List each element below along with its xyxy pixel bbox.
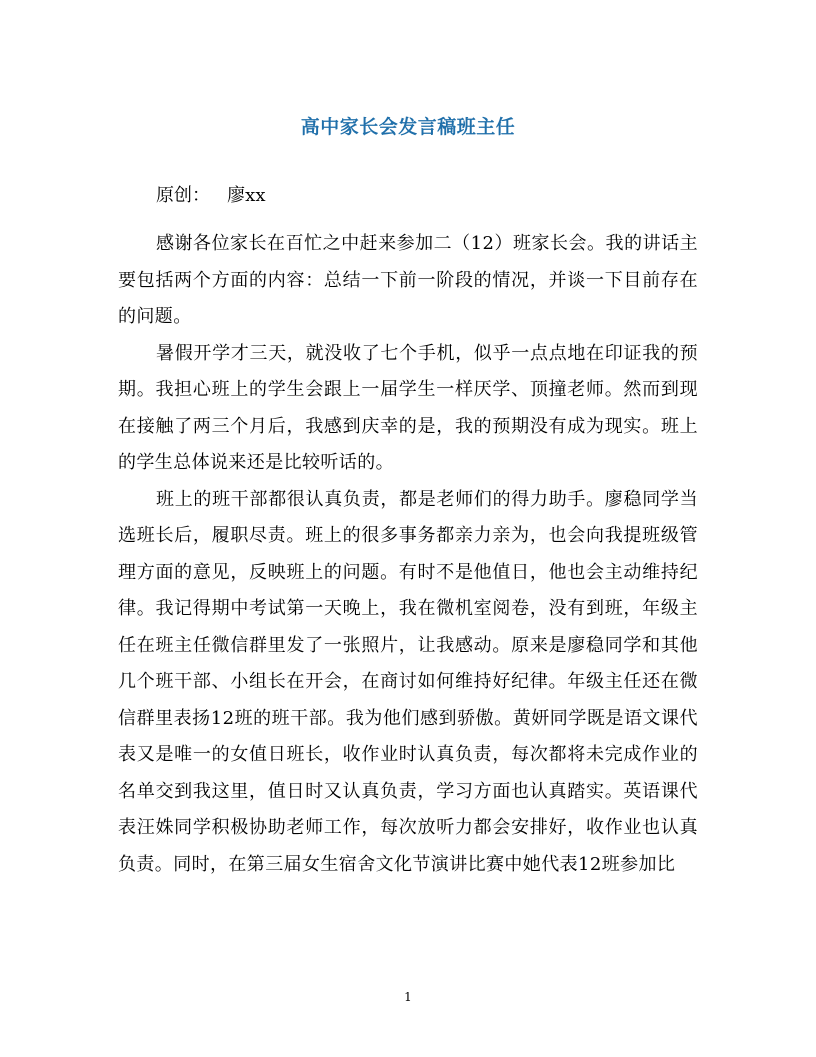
author-line: 原创： 廖xx bbox=[156, 185, 266, 206]
paragraph: 班上的班干部都很认真负责，都是老师们的得力助手。廖稳同学当选班长后，履职尽责。班上的很多事务都亲力亲为，也会向我提班级管理方面的意见，反映班上的问题。有时不是他值日，他也会主动维持纪律。我记得期中考试第一天晚上，我在微机室阅卷，没有到班，年级主任在班主任微信群里发了一张照片，让我感动。原来是廖稳同学和其他几个班干部、小组长在开会，在商讨如何维持好纪律。年级主任还在微信群里表扬12班的班干部。我为他们感到骄傲。黄妍同学既是语文课代表又是唯一的女值日班长，收作业时认真负责，每次都将未完成作业的名单交到我这里，值日时又认真负责，学习方面也认真踏实。英语课代表汪姝同学积极协助老师工作，每次放听力都会安排好，收作业也认真负责。同时，在第三届女生宿舍文化节演讲比赛中她代表12班参加比 bbox=[118, 488, 698, 875]
document-body bbox=[118, 226, 698, 883]
paragraph: 感谢各位家长在百忙之中赶来参加二（12）班家长会。我的讲话主要包括两个方面的内容：总结一下前一阶段的情况，并谈一下目前存在的问题。 bbox=[118, 233, 698, 327]
document-title: 高中家长会发言稿班主任 bbox=[300, 116, 516, 138]
paragraph: 暑假开学才三天，就没收了七个手机，似乎一点点地在印证我的预期。我担心班上的学生会跟上一届学生一样厌学、顶撞老师。然而到现在接触了两三个月后，我感到庆幸的是，我的预期没有成为现实。班上的学生总体说来还是比较听话的。 bbox=[118, 342, 698, 473]
page-number: 1 bbox=[404, 990, 412, 1004]
